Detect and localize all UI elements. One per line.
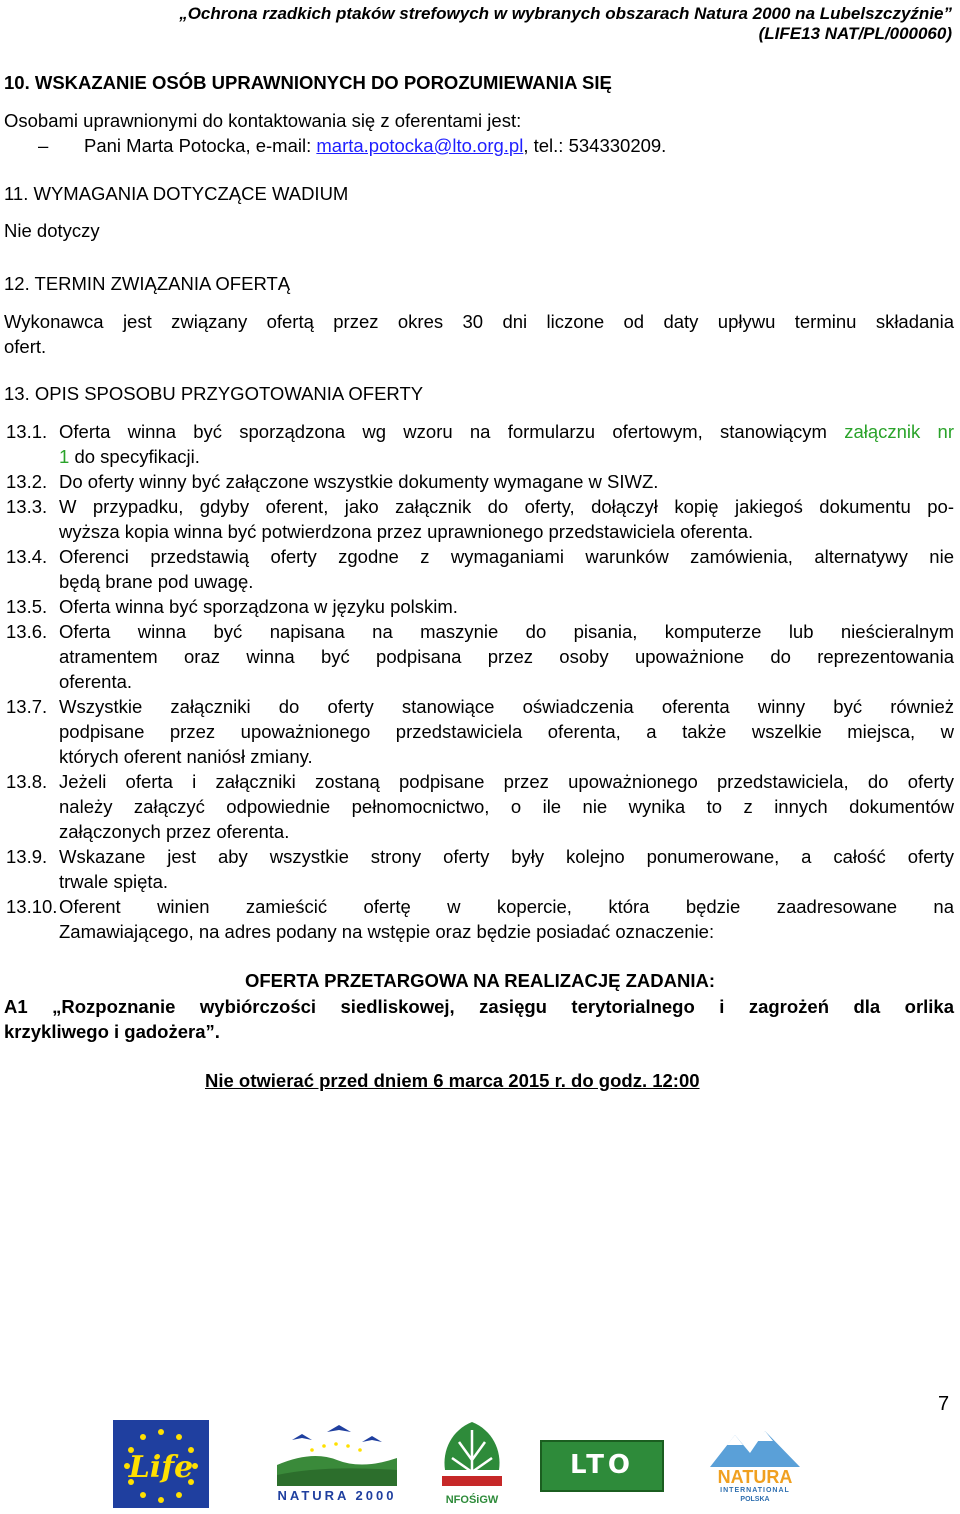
item-number: 13.10.: [6, 896, 58, 917]
item-number: 13.6.: [6, 621, 48, 642]
section-12-text-line2: ofert.: [4, 336, 47, 357]
item-number: 13.5.: [6, 596, 48, 617]
item-line: oferenta.: [59, 671, 133, 692]
section-11-text: Nie dotyczy: [4, 220, 100, 241]
page-number: 7: [938, 1393, 950, 1415]
item-line: Oferent winien zamieścić ofertę w kopercie, która będzie zaadresowane na: [59, 896, 954, 917]
offer-task-line2: krzykliwego i gadożera”.: [4, 1021, 220, 1042]
item-13-3-body: [59, 494, 954, 544]
item-line: Jeżeli oferta i załączniki zostaną podpisane przez upoważnionego przedstawiciela, do oferty: [59, 771, 954, 792]
contact-email-link[interactable]: marta.potocka@lto.org.pl: [316, 135, 524, 156]
natura-2000-label: NATURA 2000: [277, 1488, 397, 1503]
bullet-dash: –: [38, 135, 49, 156]
section-10-intro: Osobami uprawnionymi do kontaktowania się z oferentami jest:: [4, 110, 522, 131]
lto-label: LTO: [569, 1450, 635, 1480]
item-13-8-body: [59, 769, 954, 844]
item-line: będą brane pod uwagę.: [59, 571, 254, 592]
tree-icon: [437, 1420, 507, 1492]
attachment-link[interactable]: załącznik nr: [844, 421, 954, 442]
item-13-4-body: [59, 544, 954, 594]
item-line: wyższa kopia winna być potwierdzona przez uprawnionego przedstawiciela oferenta.: [59, 521, 754, 542]
item-number: 13.8.: [6, 771, 48, 792]
item-line: należy załączyć odpowiednie pełnomocnictwo, o ile nie wynika to z innych dokumentów: [59, 796, 954, 817]
natura-international-country: POLSKA: [740, 1496, 770, 1503]
item-13-1-line1: Oferta winna być sporządzona wg wzoru na formularzu ofertowym, stanowiącym: [59, 421, 845, 442]
natura-international-sublabel: INTERNATIONAL: [720, 1487, 790, 1494]
item-13-6-body: [59, 619, 954, 694]
natura-international-logo: [705, 1425, 805, 1507]
natura-2000-logo: [272, 1420, 402, 1508]
item-number: 13.1.: [6, 421, 48, 442]
item-line: Oferta winna być sporządzona w języku polskim.: [59, 596, 458, 617]
contact-line: [84, 133, 666, 158]
document-header-title: „Ochrona rzadkich ptaków strefowych w wybranych obszarach Natura 2000 na Lubelszczyźnie”: [179, 4, 952, 23]
item-13-9-body: [59, 844, 954, 894]
item-number: 13.7.: [6, 696, 48, 717]
item-line: Wszystkie załączniki do oferty stanowiące oświadczenia oferenta winny być również: [59, 696, 954, 717]
document-header-project-code: (LIFE13 NAT/PL/000060): [758, 24, 952, 43]
attachment-number-link[interactable]: 1: [59, 446, 70, 467]
section-12-text-line1: Wykonawca jest związany ofertą przez okres 30 dni liczone od daty upływu terminu składania: [4, 311, 954, 332]
section-12-heading: 12. TERMIN ZWIĄZANIA OFERTĄ: [4, 273, 291, 294]
item-line: Do oferty winny być załączone wszystkie dokumenty wymagane w SIWZ.: [59, 471, 659, 492]
mountains-icon: [705, 1425, 805, 1469]
contact-prefix: Pani Marta Potocka, e-mail:: [84, 135, 317, 156]
item-line: załączonych przez oferenta.: [59, 821, 290, 842]
item-line: trwale spięta.: [59, 871, 168, 892]
item-13-1-body: [59, 419, 954, 469]
item-line: atramentem oraz winna być podpisana przez osoby upoważnione do reprezentowania: [59, 646, 954, 667]
item-13-5-body: [59, 594, 954, 619]
item-line: Wskazane jest aby wszystkie strony oferty były kolejno ponumerowane, a całość oferty: [59, 846, 954, 867]
item-line: podpisane przez upoważnionego przedstawiciela oferenta, a także wszelkie miejsca, w: [59, 721, 954, 742]
item-line: których oferent naniósł zmiany.: [59, 746, 313, 767]
item-13-7-body: [59, 694, 954, 769]
lto-logo: [540, 1440, 664, 1492]
item-line: Zamawiającego, na adres podany na wstępie oraz będzie posiadać oznaczenie:: [59, 921, 715, 942]
item-number: 13.9.: [6, 846, 48, 867]
item-13-10-body: [59, 894, 954, 944]
item-13-2-body: [59, 469, 954, 494]
nfosigw-logo: [437, 1420, 507, 1512]
item-number: 13.4.: [6, 546, 48, 567]
item-line: Oferenci przedstawią oferty zgodne z wymaganiami warunków zamówienia, alternatywy nie: [59, 546, 954, 567]
nfosigw-label: NFOŚiGW: [445, 1494, 499, 1506]
item-13-1-line2: do specyfikacji.: [74, 446, 200, 467]
item-number: 13.3.: [6, 496, 48, 517]
life-logo-text: Life: [128, 1450, 194, 1485]
section-13-heading: 13. OPIS SPOSOBU PRZYGOTOWANIA OFERTY: [4, 383, 424, 404]
item-line: Oferta winna być napisana na maszynie do pisania, komputerze lub nieścieralnym: [59, 621, 954, 642]
natura-international-label: NATURA: [717, 1467, 793, 1487]
offer-title: OFERTA PRZETARGOWA NA REALIZACJĘ ZADANIA:: [244, 970, 715, 991]
offer-task-line1: A1 „Rozpoznanie wybiórczości siedliskowej, zasięgu terytorialnego i zagrożeń dla orlika: [4, 996, 954, 1017]
birds-landscape-icon: [272, 1420, 402, 1486]
item-number: 13.2.: [6, 471, 48, 492]
contact-suffix: , tel.: 534330209.: [523, 135, 667, 156]
offer-deadline: Nie otwierać przed dniem 6 marca 2015 r. do godz. 12:00: [205, 1070, 700, 1091]
item-line: W przypadku, gdyby oferent, jako załącznik do oferty, dołączył kopię jakiegoś dokumentu po-: [59, 496, 954, 517]
section-10-heading: 10. WSKAZANIE OSÓB UPRAWNIONYCH DO POROZUMIEWANIA SIĘ: [4, 72, 612, 93]
life-logo: [113, 1420, 209, 1508]
section-11-heading: 11. WYMAGANIA DOTYCZĄCE WADIUM: [4, 183, 349, 204]
